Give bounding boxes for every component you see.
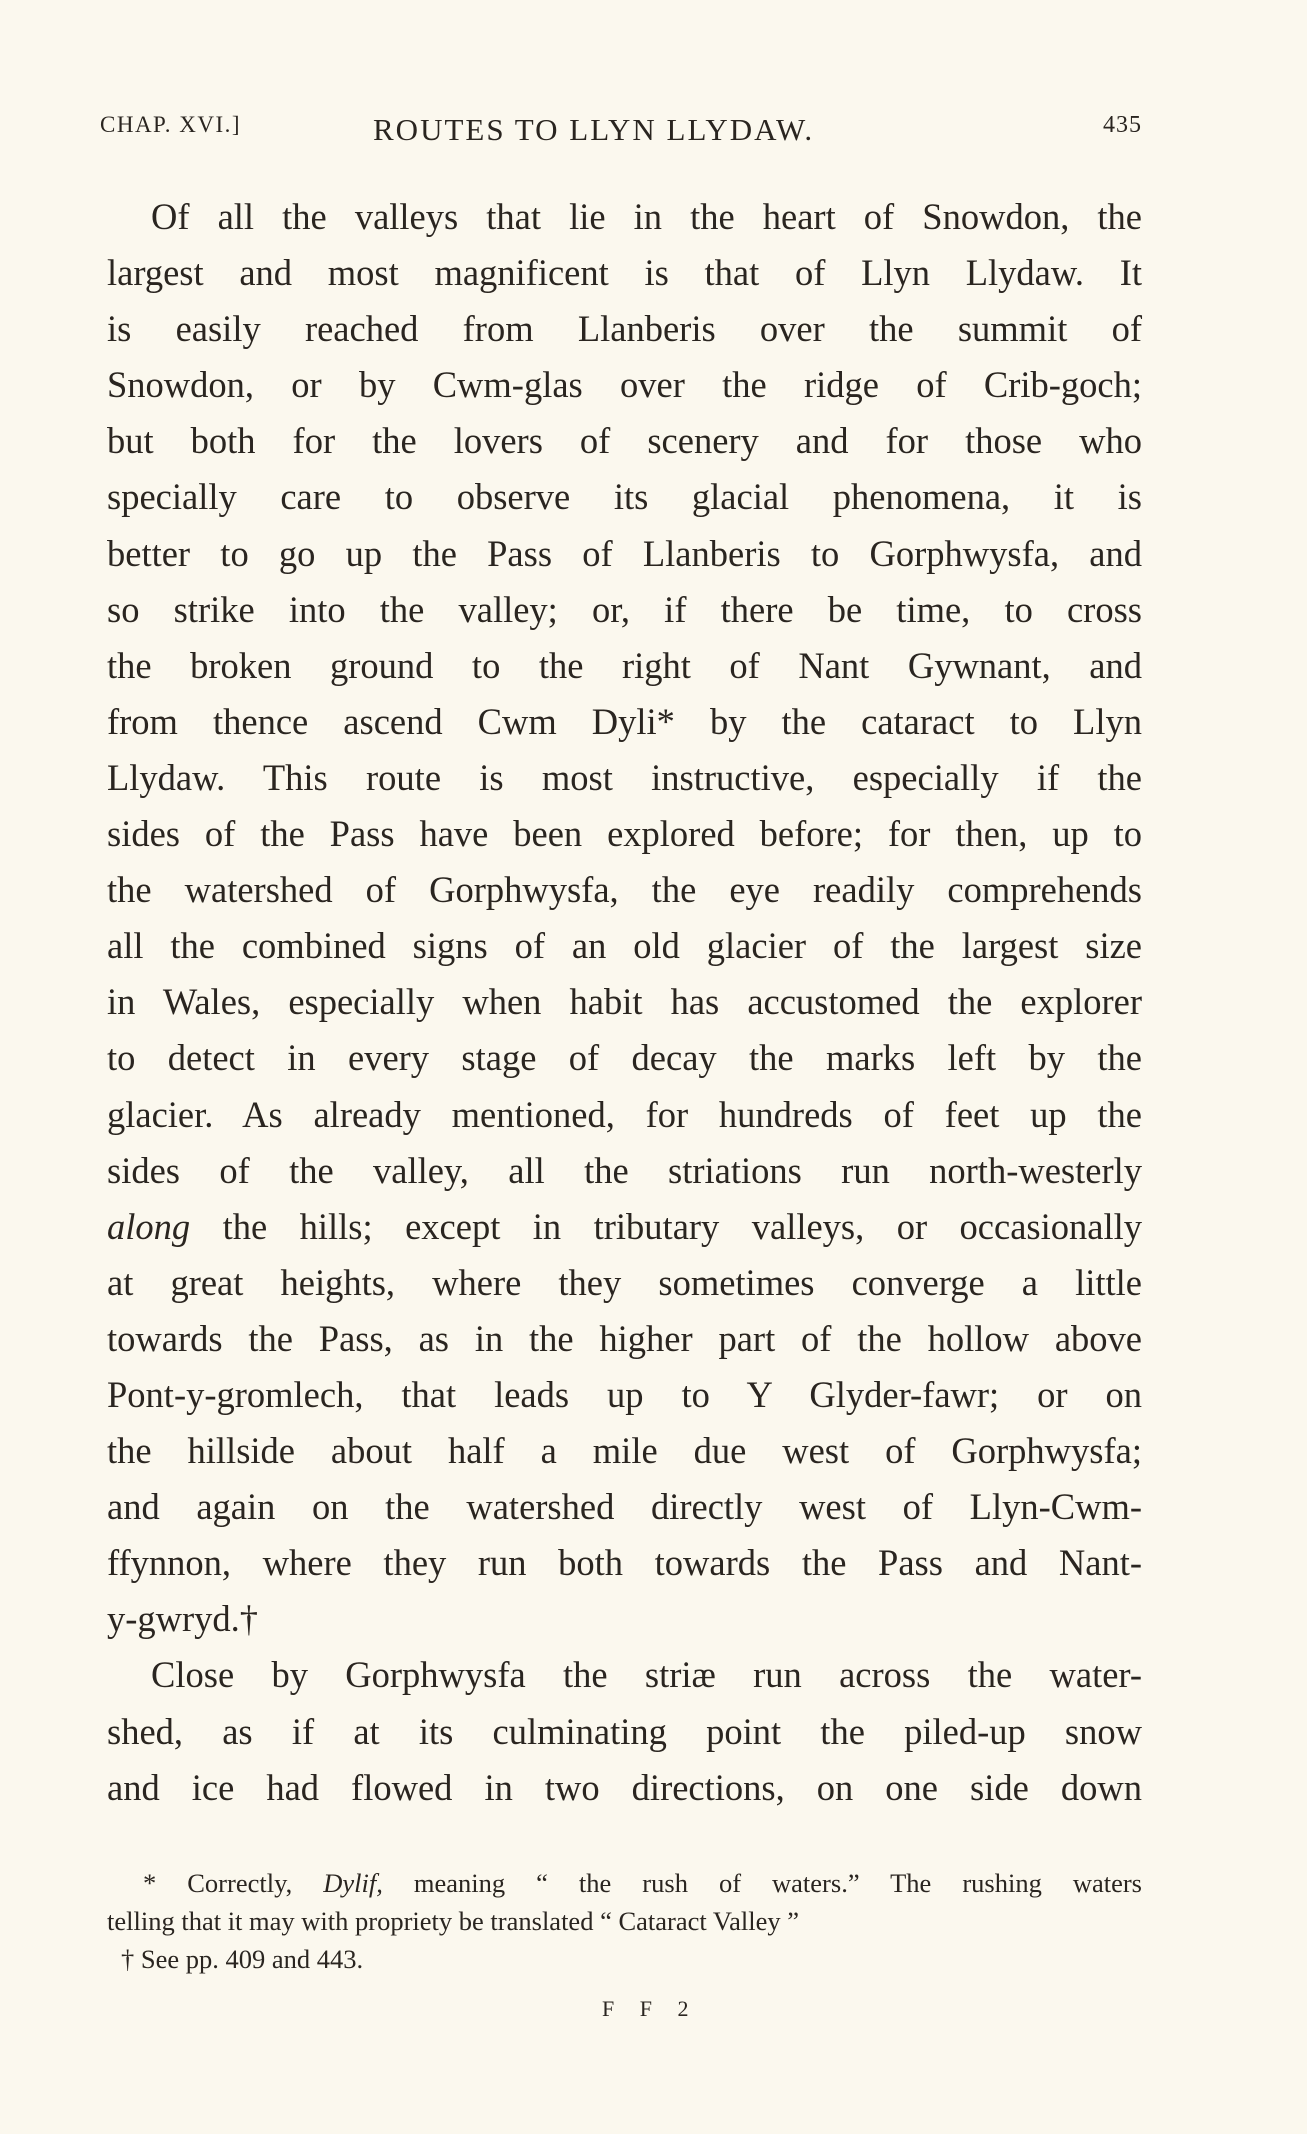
text-line: but both for the lovers of scenery and for those who xyxy=(107,420,1142,462)
text-line: and ice had flowed in two directions, on one side down xyxy=(107,1766,1142,1808)
text-line-italic xyxy=(107,1199,1142,1255)
text-line: Snowdon, or by Cwm-glas over the ridge of Crib-goch; xyxy=(107,364,1142,406)
running-head xyxy=(100,112,1142,152)
text-line: Llydaw. This route is most instructive, especially if the xyxy=(107,756,1142,798)
page-number: 435 xyxy=(1103,112,1142,138)
footnote-italic: Dylif, xyxy=(323,1868,383,1898)
text-line: the hillside about half a mile due west of Gorphwysfa; xyxy=(107,1430,1142,1472)
signature-mark: F F 2 xyxy=(602,1996,699,2021)
chapter-label: CHAP. XVI.] xyxy=(100,112,242,137)
text-line: and again on the watershed directly west of Llyn-Cwm- xyxy=(107,1486,1142,1528)
text-line: to detect in every stage of decay the marks left by the xyxy=(107,1037,1142,1079)
text-line: towards the Pass, as in the higher part of the hollow above xyxy=(107,1317,1142,1359)
text-line: all the combined signs of an old glacier of the largest size xyxy=(107,925,1142,967)
italic-word: along xyxy=(107,1205,191,1247)
text-line: from thence ascend Cwm Dyli* by the cataract to Llyn xyxy=(107,700,1142,742)
footnote-2: † See pp. 409 and 443. xyxy=(121,1944,364,1974)
text-line: is easily reached from Llanberis over the summit of xyxy=(107,308,1142,350)
text-line: better to go up the Pass of Llanberis to Gorphwysfa, and xyxy=(107,532,1142,574)
footnote-1-continued: telling that it may with propriety be translated “ Cataract Valley ” xyxy=(107,1906,799,1936)
running-title: ROUTES TO LLYN LLYDAW. xyxy=(373,112,815,147)
text-line: y-gwryd.† xyxy=(107,1598,259,1640)
text-line: so strike into the valley; or, if there be time, to cross xyxy=(107,588,1142,630)
text-line: Close by Gorphwysfa the striæ run across the water- xyxy=(151,1654,1142,1696)
text-line: ffynnon, where they run both towards the Pass and Nant- xyxy=(107,1542,1142,1584)
text-line: Of all the valleys that lie in the heart of Snowdon, the xyxy=(151,196,1142,237)
text-line: shed, as if at its culminating point the piled-up snow xyxy=(107,1710,1142,1752)
footnotes xyxy=(107,1864,1142,1978)
text-line: largest and most magnificent is that of Llyn Llydaw. It xyxy=(107,252,1142,294)
footnote-text: * Correctly, xyxy=(143,1868,324,1898)
footnote-1 xyxy=(107,1864,1142,1902)
footnote-text: meaning “ the rush of waters.” The rushing waters xyxy=(382,1868,1142,1898)
text-line: glacier. As already mentioned, for hundreds of feet up the xyxy=(107,1093,1142,1135)
text-span: the hills; except in tributary valleys, or occasionally xyxy=(190,1205,1142,1247)
text-line: sides of the valley, all the striations run north-westerly xyxy=(107,1149,1142,1191)
text-line: sides of the Pass have been explored before; for then, up to xyxy=(107,813,1142,855)
text-line: Pont-y-gromlech, that leads up to Y Glyder-fawr; or on xyxy=(107,1373,1142,1415)
body-text xyxy=(107,189,1142,1816)
text-line: specially care to observe its glacial phenomena, it is xyxy=(107,476,1142,518)
text-line: in Wales, especially when habit has accustomed the explorer xyxy=(107,981,1142,1023)
text-line: the watershed of Gorphwysfa, the eye readily comprehends xyxy=(107,869,1142,911)
text-line: at great heights, where they sometimes converge a little xyxy=(107,1261,1142,1303)
text-line: the broken ground to the right of Nant Gywnant, and xyxy=(107,644,1142,686)
